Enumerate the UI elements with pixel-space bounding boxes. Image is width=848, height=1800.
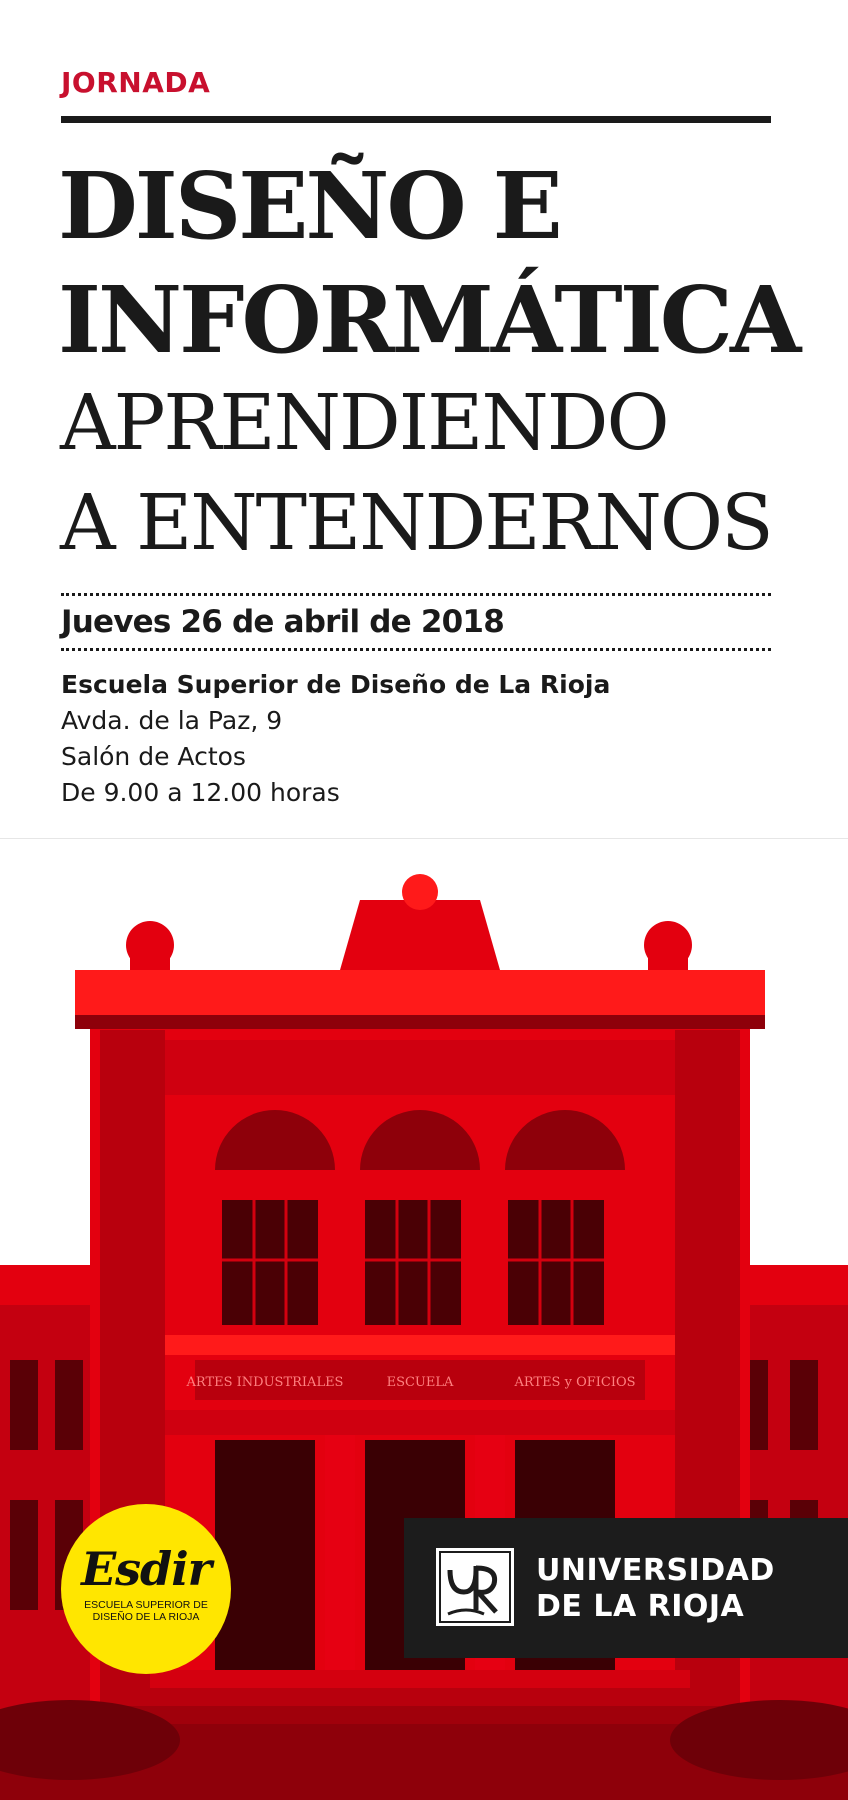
esdir-logo xyxy=(61,1504,231,1674)
esdir-subtitle xyxy=(61,1599,231,1623)
esdir-subtitle-line-2: DISEÑO DE LA RIOJA xyxy=(92,1611,200,1623)
venue-address: Avda. de la Paz, 9 xyxy=(61,706,283,735)
esdir-subtitle-line-1: ESCUELA SUPERIOR DE xyxy=(84,1599,208,1611)
subtitle-line-2: A ENTENDERNOS xyxy=(60,479,772,568)
ur-emblem-icon xyxy=(436,1548,514,1626)
event-date: Jueves 26 de abril de 2018 xyxy=(61,604,504,640)
date-divider-top xyxy=(61,593,771,596)
ur-name-line-1: UNIVERSIDAD xyxy=(536,1553,775,1588)
subtitle-line-1: APRENDIENDO xyxy=(60,379,668,468)
inscription-right: ARTES y OFICIOS xyxy=(514,1375,636,1390)
inscription-left: ARTES INDUSTRIALES xyxy=(186,1375,344,1390)
title-line-1: DISEÑO E xyxy=(58,152,560,260)
event-type-label: JORNADA xyxy=(61,66,211,99)
title-line-2: INFORMÁTICA xyxy=(58,266,799,374)
date-divider-bottom xyxy=(61,648,771,651)
photo-border xyxy=(0,838,848,839)
inscription-center: ESCUELA xyxy=(386,1375,454,1390)
event-hours: De 9.00 a 12.00 horas xyxy=(61,778,340,807)
esdir-wordmark: Esdir xyxy=(81,1542,211,1596)
ur-name-line-2: DE LA RIOJA xyxy=(536,1589,745,1624)
header-rule xyxy=(61,116,771,123)
venue-name: Escuela Superior de Diseño de La Rioja xyxy=(61,670,611,699)
universidad-logo xyxy=(404,1518,848,1658)
venue-room: Salón de Actos xyxy=(61,742,246,771)
